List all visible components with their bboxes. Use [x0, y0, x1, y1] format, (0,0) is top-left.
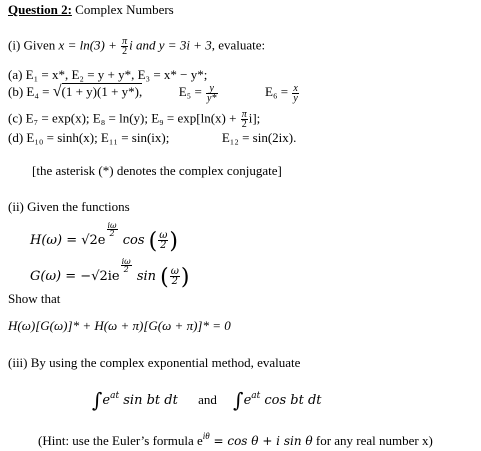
e-base-1: e — [102, 393, 111, 408]
e-base-2: e — [243, 393, 252, 408]
hint-exponent: iθ — [202, 431, 210, 441]
integral-sign-2: ∫ — [233, 388, 244, 412]
question-number: Question 2: — [8, 2, 72, 17]
pi-over-two-c — [241, 110, 248, 129]
right-paren: ) — [180, 265, 190, 290]
h-function — [30, 221, 178, 254]
show-that — [8, 291, 60, 307]
x-definition: x = ln(3) + — [58, 37, 121, 53]
pi-over-two — [121, 37, 128, 56]
part-c-tail: i]; — [248, 110, 261, 126]
x-definition-tail: i and — [129, 37, 159, 53]
conjugate-note — [32, 163, 282, 179]
e6-fraction — [292, 84, 298, 103]
g-root: −√2ie — [80, 269, 120, 284]
part-iii-label: (iii) By using the complex exponential method, evaluate — [8, 355, 301, 370]
note-text: [the asterisk (*) denotes the complex conjugate] — [32, 163, 282, 178]
e5-label: E₅ = — [178, 84, 206, 99]
y-definition: y = 3i + 3, — [158, 37, 215, 53]
question-heading — [8, 2, 174, 18]
integrand-1: sin bt dt — [119, 393, 178, 408]
part-i-given — [8, 37, 265, 56]
frac-den: 2 — [160, 240, 167, 251]
left-paren: ( — [160, 265, 169, 290]
part-iii-intro — [8, 355, 300, 371]
frac-num: iω — [107, 221, 117, 230]
cos-text: cos — [118, 233, 149, 248]
part-ii-label: (ii) Given the functions — [8, 199, 130, 214]
sin-text: sin — [132, 269, 161, 284]
part-a — [8, 67, 207, 83]
h-lhs: H(ω) = — [30, 233, 82, 248]
g-lhs: G(ω) = — [30, 269, 81, 284]
frac-den: 2 — [122, 46, 128, 57]
identity-text: H(ω)[G(ω)]* + H(ω + π)[G(ω + π)]* = 0 — [8, 318, 231, 333]
frac-den: 2 — [171, 276, 179, 287]
part-i-label: (i) Given — [8, 37, 59, 53]
frac-num: π — [122, 36, 128, 47]
left-paren: ( — [148, 229, 158, 254]
g-argument — [170, 267, 180, 286]
part-d-text: (d) E₁₀ = sinh(x); E₁₁ = sin(ix); — [8, 130, 170, 145]
identity-equation — [8, 318, 231, 334]
e6-label: E₆ = — [265, 84, 292, 99]
evaluate-text: evaluate: — [214, 37, 266, 53]
frac-num: ω — [159, 230, 168, 241]
frac-den: 2 — [241, 119, 247, 130]
e5-fraction — [206, 84, 217, 103]
part-b — [8, 83, 300, 103]
frac-num: π — [241, 109, 247, 120]
e12-text: E₁₂ = sin(2ix). — [221, 130, 297, 145]
part-c — [8, 110, 260, 129]
exponent-2: at — [251, 391, 261, 401]
integral-sign-1: ∫ — [92, 388, 103, 412]
and-text: and — [198, 392, 217, 407]
hint-prefix: (Hint: use the Euler’s formula e — [38, 433, 203, 448]
g-function — [30, 257, 190, 290]
right-paren: ) — [169, 229, 178, 254]
hint-suffix: for any real number x) — [312, 433, 433, 448]
part-a-text: (a) E₁ = x*, E₂ = y + y*, E₃ = x* − y*; — [8, 67, 208, 82]
h-argument — [158, 231, 168, 250]
part-c-text: (c) E₇ = exp(x); E₈ = ln(y); E₉ = exp[ln(x) + — [8, 110, 240, 126]
part-b-radicand: (1 + y)(1 + y*), — [61, 84, 143, 99]
part-ii-intro — [8, 199, 130, 215]
exponent-1: at — [110, 391, 120, 401]
integrand-2: cos bt dt — [260, 393, 322, 408]
integrals — [92, 388, 322, 412]
frac-den: 2 — [109, 229, 115, 238]
frac-num: y — [206, 84, 217, 94]
question-title: Complex Numbers — [75, 2, 174, 17]
part-d — [8, 130, 296, 146]
frac-den: 2 — [123, 265, 129, 274]
frac-den: y — [293, 92, 298, 104]
part-b-label: (b) E₄ = — [8, 84, 53, 99]
hint — [38, 428, 433, 449]
sqrt-sign: √ — [52, 83, 62, 100]
frac-num: iω — [121, 257, 131, 266]
frac-num: ω — [170, 266, 179, 277]
h-exponent — [107, 222, 118, 237]
euler-formula: = cos θ + i sin θ — [209, 434, 313, 448]
g-exponent — [121, 258, 132, 273]
frac-num: x — [293, 82, 298, 94]
frac-den: y* — [207, 92, 217, 104]
show-that-text: Show that — [8, 291, 61, 306]
h-root: √2e — [81, 233, 106, 248]
